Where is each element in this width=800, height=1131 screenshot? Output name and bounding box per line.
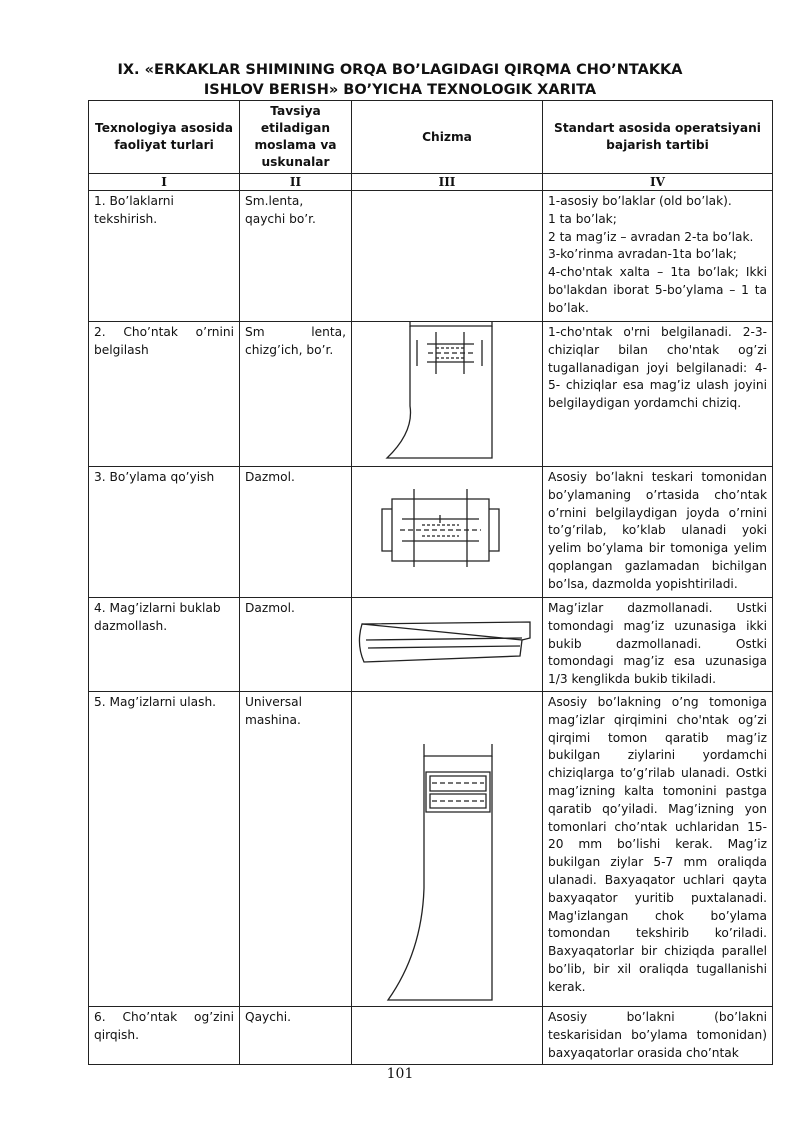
table-row	[89, 322, 773, 467]
activity-cell: 1. Bo’laklarni tekshirish.	[89, 191, 240, 322]
roman-3: III	[352, 174, 543, 191]
activity-cell: 2. Cho’ntak o’rnini belgilash	[89, 322, 240, 467]
technology-map-table	[88, 100, 773, 1065]
roman-4: IV	[543, 174, 773, 191]
procedure-cell: Mag’izlar dazmollanadi. Ustki tomondagi mag’iz uzunasiga ikki bukib dazmollanadi. Ostki tomondagi mag’iz esa uzunasiga 1/3 kenglikda bukib tikiladi.	[543, 598, 773, 692]
document-title-line-2: ISHLOV BERISH» BO’YICHA TEXNOLOGIK XARITA	[203, 82, 597, 98]
table-row	[89, 467, 773, 598]
header-procedure: Standart asosida operatsiyani bajarish tartibi	[543, 101, 773, 174]
tools-cell: Universal mashina.	[240, 692, 352, 1007]
table-row	[89, 692, 773, 1007]
roman-1: I	[89, 174, 240, 191]
tools-cell: Dazmol.	[240, 467, 352, 598]
header-row	[89, 101, 773, 174]
tools-cell: Sm.lenta, qaychi bo’r.	[240, 191, 352, 322]
procedure-cell: 1-asosiy bo’laklar (old bo’lak). 1 ta bo’lak; 2 ta mag’iz – avradan 2-ta bo’lak. 3-ko’rinma avradan-1ta bo’lak; 4-cho'ntak xalta – 1ta bo’lak; Ikki bo'lakdan iborat 5-bo’ylama – 1 ta bo’lak.	[543, 191, 773, 322]
interlining-sketch	[352, 467, 542, 597]
procedure-cell: Asosiy bo’lakni teskari tomonidan bo’ylamaning o’rtasida cho’ntak o’rnini belgilaydigan joyda o’rnini to’g’rilab, ko’klab ulanadi yoki yelim bo’ylama bir tomoniga yelim qoplangan gazlamadan bichilgan bo’lsa, dazmolda yopishtiriladi.	[543, 467, 773, 598]
table-row	[89, 598, 773, 692]
welt-attach-sketch	[352, 692, 542, 1006]
sketch-cell	[352, 322, 543, 467]
tools-cell: Sm lenta, chizg’ich, bo’r.	[240, 322, 352, 467]
tools-cell: Qaychi.	[240, 1007, 352, 1065]
sketch-cell-empty	[352, 1007, 543, 1065]
activity-cell: 4. Mag’izlarni buklab dazmollash.	[89, 598, 240, 692]
pocket-marking-sketch	[352, 322, 542, 466]
table-row	[89, 191, 773, 322]
sketch-cell	[352, 692, 543, 1007]
tools-cell: Dazmol.	[240, 598, 352, 692]
activity-cell: 6. Cho’ntak og’zini qirqish.	[89, 1007, 240, 1065]
sketch-cell	[352, 598, 543, 692]
table-row	[89, 1007, 773, 1065]
sketch-cell	[352, 467, 543, 598]
sketch-cell-empty	[352, 191, 543, 322]
procedure-cell: 1-cho'ntak o'rni belgilanadi. 2-3-chiziqlar bilan cho'ntak og’zi tugallanadigan joyi belgilanadi: 4-5- chiziqlar esa mag’iz ulash joyini belgilaydigan yordamchi chiziq.	[543, 322, 773, 467]
welt-strip-sketch	[352, 598, 542, 691]
activity-cell: 5. Mag’izlarni ulash.	[89, 692, 240, 1007]
header-activity: Texnologiya asosida faoliyat turlari	[89, 101, 240, 174]
roman-2: II	[240, 174, 352, 191]
page-number: 101	[386, 1066, 414, 1082]
roman-numeral-row	[89, 174, 773, 191]
header-sketch: Chizma	[352, 101, 543, 174]
procedure-cell: Asosiy bo’lakning o’ng tomoniga mag’izlar qirqimini cho'ntak og’zi qirqimi tomon qaratib mag’iz bukilgan ziylarini yordamchi chiziqlarga to’g’rilab ulanadi. Ostki mag’izning kalta tomonini pastga qaratib qo’yiladi. Mag’izning yon tomonlari cho’ntak uchlaridan 15-20 mm bo’lishi kerak. Mag’iz bukilgan ziylar 5-7 mm oraliqda ulanadi. Baxyaqator uchlari qayta baxyaqator yuritib puxtalanadi. Mag'izlangan chok bo’ylama tomondan tekshirib ko’riladi. Baxyaqatorlar bir chiziqda parallel bo’lib, bir xil oraliqda tugallanishi kerak.	[543, 692, 773, 1007]
header-tools: Tavsiya etiladigan moslama va uskunalar	[240, 101, 352, 174]
activity-cell: 3. Bo’ylama qo’yish	[89, 467, 240, 598]
document-title-line-1: IX. «ERKAKLAR SHIMINING ORQA BO’LAGIDAGI QIRQMA CHO’NTAKKA	[117, 62, 683, 78]
procedure-cell: Asosiy bo’lakni (bo’lakni teskarisidan bo’ylama tomonidan) baxyaqatorlar orasida cho’ntak	[543, 1007, 773, 1065]
